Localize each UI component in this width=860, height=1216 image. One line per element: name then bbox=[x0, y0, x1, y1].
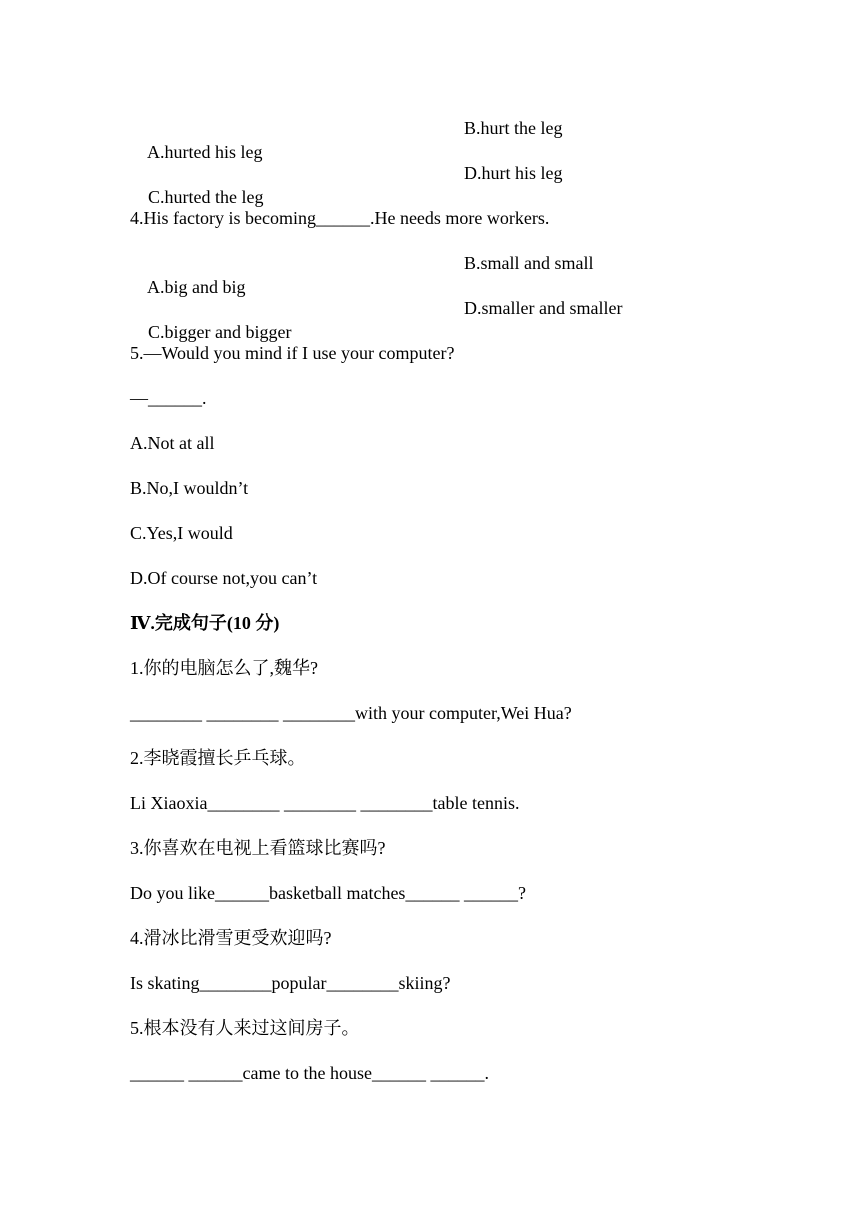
section-4-heading: Ⅳ.完成句子(10 分) bbox=[130, 613, 280, 633]
sentence-5-chinese: 5.根本没有人来过这间房子。 bbox=[130, 1018, 360, 1038]
q4-option-d[interactable]: D.smaller and smaller bbox=[464, 298, 623, 318]
q4-stem: 4.His factory is becoming______.He needs more workers. bbox=[130, 208, 550, 228]
q3-option-d[interactable]: D.hurt his leg bbox=[464, 163, 563, 183]
q4-option-c[interactable]: C.bigger and bigger bbox=[148, 322, 292, 342]
q5-option-b[interactable]: B.No,I wouldn’t bbox=[130, 478, 249, 498]
q4-option-b[interactable]: B.small and small bbox=[464, 253, 594, 273]
sentence-5-english: ______ ______came to the house______ ______. bbox=[130, 1063, 489, 1083]
q3-options-row-1 bbox=[130, 116, 563, 162]
q5-stem: 5.—Would you mind if I use your computer? bbox=[130, 343, 455, 363]
sentence-2-english: Li Xiaoxia________ ________ ________table tennis. bbox=[130, 793, 520, 813]
q5-option-d[interactable]: D.Of course not,you can’t bbox=[130, 568, 318, 588]
sentence-2-chinese: 2.李晓霞擅长乒乓球。 bbox=[130, 748, 306, 768]
q5-option-c[interactable]: C.Yes,I would bbox=[130, 523, 233, 543]
sentence-1-chinese: 1.你的电脑怎么了,魏华? bbox=[130, 658, 318, 678]
q3-option-b[interactable]: B.hurt the leg bbox=[464, 118, 563, 138]
q4-options-row-1 bbox=[130, 251, 594, 297]
q3-options-row-2 bbox=[130, 161, 563, 207]
q4-options-row-2 bbox=[130, 296, 623, 342]
q5-option-a[interactable]: A.Not at all bbox=[130, 433, 215, 453]
sentence-4-english: Is skating________popular________skiing? bbox=[130, 973, 451, 993]
sentence-1-english: ________ ________ ________with your computer,Wei Hua? bbox=[130, 703, 572, 723]
q5-answer-line: —______. bbox=[130, 388, 207, 408]
q3-option-c[interactable]: C.hurted the leg bbox=[148, 187, 264, 207]
sentence-3-chinese: 3.你喜欢在电视上看篮球比赛吗? bbox=[130, 838, 386, 858]
sentence-3-english: Do you like______basketball matches______ ______? bbox=[130, 883, 526, 903]
q3-option-a[interactable]: A.hurted his leg bbox=[147, 142, 263, 162]
sentence-4-chinese: 4.滑冰比滑雪更受欢迎吗? bbox=[130, 928, 332, 948]
q4-option-a[interactable]: A.big and big bbox=[147, 277, 246, 297]
